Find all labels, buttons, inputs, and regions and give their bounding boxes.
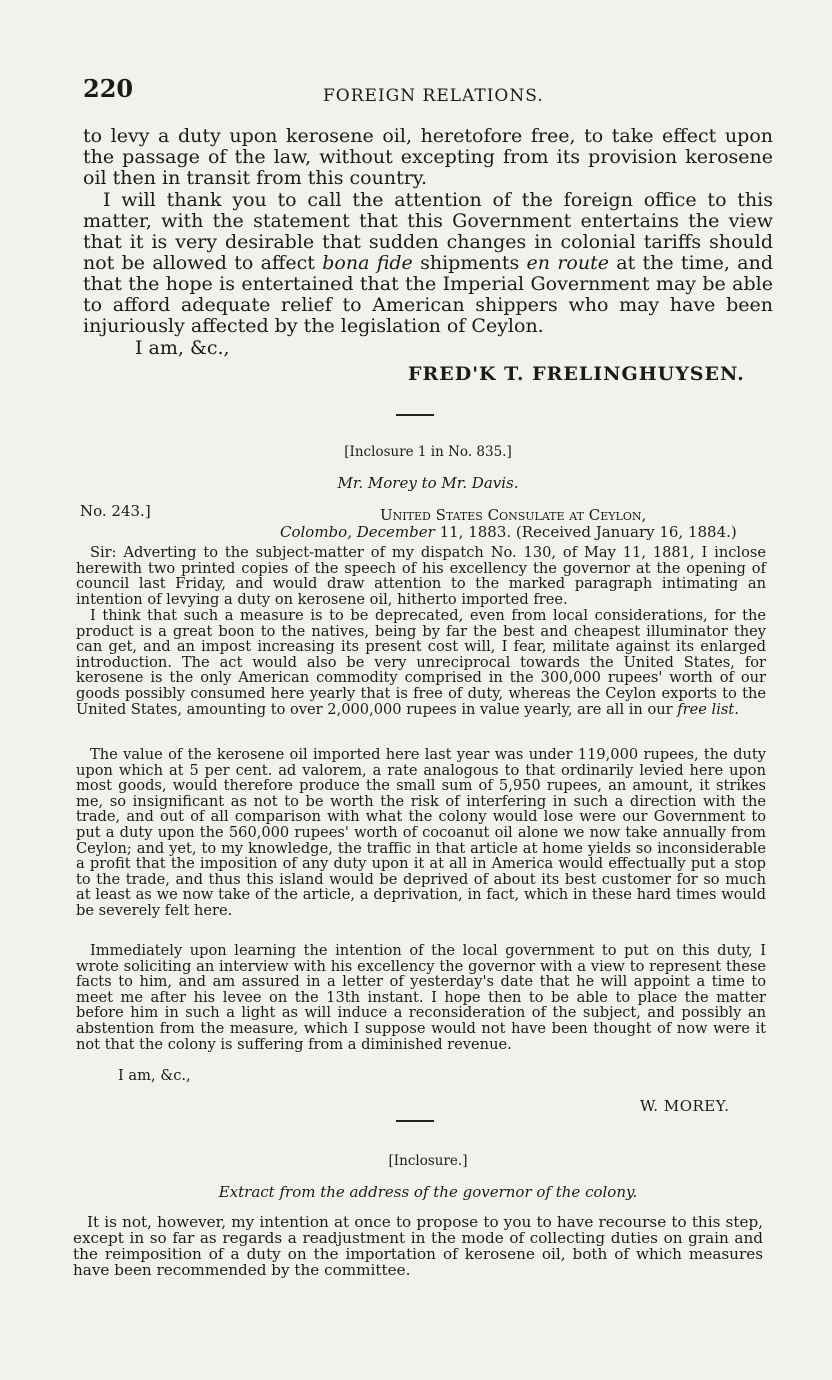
section-divider-2 <box>396 1120 434 1122</box>
inclosure1-paragraph-2: I think that such a measure is to be deprecated, even from local considerations, for the product is a great boon to the natives, being by far the best and cheapest illuminator they can get, and an impost increasing its present cost will, I fear, militate against its enlarged introduction. The act would also be very unreciprocal towards the United States, for kerosene is the only American commodity comprised in the 300,000 rupees' worth of our goods possibly consumed here yearly that is free of duty, whereas the Ceylon exports to the United States, amounting to over 2,000,000 rupees in value yearly, are all in our free list. <box>76 607 766 718</box>
letter-signature: FRED'K T. FRELINGHUYSEN. <box>408 363 745 385</box>
page-header <box>83 74 773 104</box>
inclosure-title: Mr. Morey to Mr. Davis. <box>337 474 519 492</box>
inclosure1-paragraph-4: Immediately upon learning the intention of the local government to put on this duty, I wrote soliciting an interview with his excellency the governor with a view to represent these facts to him, and am assured in a letter of yesterday's date that he will appoint a time to meet me after his levee on the 13th instant. I hope then to be able to place the matter before him in such a light as will induce a reconsideration of the subject, and possibly an abstention from the measure, which I suppose would not have been thought of now were it not that the colony is suffering from a diminished revenue. <box>76 942 766 1053</box>
inclosure2-title: Extract from the address of the governor of the colony. <box>218 1183 638 1201</box>
consulate-heading: United States Consulate at Ceylon, <box>380 506 647 524</box>
section-divider <box>396 414 434 416</box>
dispatch-date: Colombo, December 11, 1883. (Received January 16, 1884.) <box>280 523 737 541</box>
letter-paragraph-2: I will thank you to call the attention of the foreign office to this matter, with the statement that this Government entertains the view that it is very desirable that sudden changes in colonial tariffs should not be allowed to affect bona fide shipments en route at the time, and that the hope is entertained that the Imperial Government may be able to afford adequate relief to American shippers who may have been injuriously affected by the legislation of Ceylon. <box>83 189 773 337</box>
inclosure1-signature: W. MOREY. <box>640 1097 730 1115</box>
inclosure1-paragraph-1: Sir: Adverting to the subject-matter of my dispatch No. 130, of May 11, 1881, I inclose herewith two printed copies of the speech of his excellency the governor at the opening of council last Friday, and would draw attention to the marked paragraph intimating an intention of levying a duty on kerosene oil, hitherto imported free. <box>76 544 766 608</box>
letter-closing: I am, &c., <box>135 337 230 359</box>
inclosure2-paragraph-1: It is not, however, my intention at once to propose to you to have recourse to this step, except in so far as regards a readjustment in the mode of collecting duties on grain and the reimposition of a duty on the importation of kerosene oil, both of which measures have been recommended by the committee. <box>73 1213 763 1279</box>
letter-paragraph-1: to levy a duty upon kerosene oil, heretofore free, to take effect upon the passage of the law, without excepting from its provision kerosene oil then in transit from this country. <box>83 125 773 189</box>
inclosure-label: [Inclosure 1 in No. 835.] <box>344 444 512 460</box>
dispatch-number: No. 243.] <box>80 502 151 520</box>
running-head: FOREIGN RELATIONS. <box>323 86 544 106</box>
page-number: 220 <box>83 74 134 103</box>
inclosure1-closing: I am, &c., <box>118 1067 191 1084</box>
inclosure1-paragraph-3: The value of the kerosene oil imported here last year was under 119,000 rupees, the duty upon which at 5 per cent. ad valorem, a rate analogous to that ordinarily levied here upon most goods, would therefore produce the small sum of 5,950 rupees, an amount, it strikes me, so insignificant as not to be worth the risk of interfering in such a direction with the trade, and out of all comparison with what the colony would lose were our Government to put a duty upon the 560,000 rupees' worth of cocoanut oil alone we now take annually from Ceylon; and yet, to my knowledge, the traffic in that article at home yields so inconsiderable a profit that the imposition of any duty upon it at all in America would effectually put a stop to the trade, and thus this island would be deprived of about its best customer for so much at least as we now take of the article, a deprivation, in fact, which in these hard times would be severely felt here. <box>76 746 766 919</box>
inclosure2-label: [Inclosure.] <box>388 1153 468 1169</box>
